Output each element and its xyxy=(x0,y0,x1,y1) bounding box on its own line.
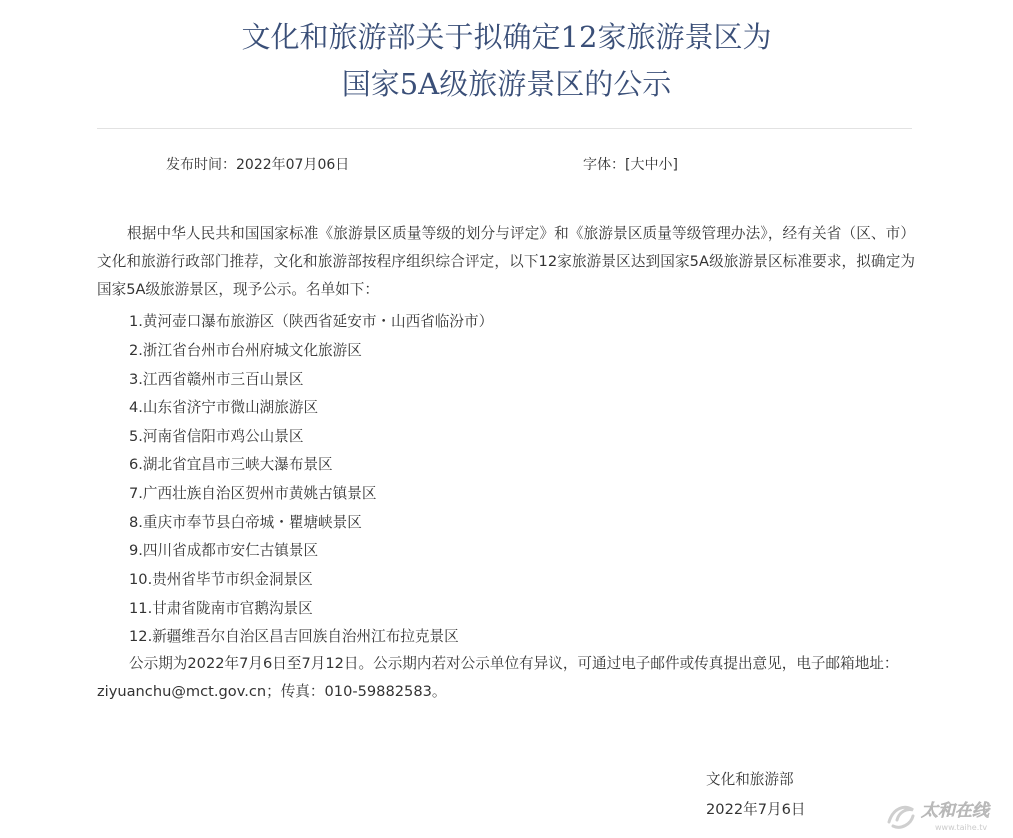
list-item: 10.贵州省毕节市织金洞景区 xyxy=(129,571,313,588)
list-item: 11.甘肃省陇南市官鹅沟景区 xyxy=(129,600,313,617)
font-small-link[interactable]: 小 xyxy=(658,157,673,173)
publish-date: 2022年07月06日 xyxy=(236,157,350,173)
intro-paragraph: 根据中华人民共和国国家标准《旅游景区质量等级的划分与评定》和《旅游景区质量等级管理办法》，经有关省（区、市）文化和旅游行政部门推荐，文化和旅游部按程序组织综合评定，以下12家旅游景区达到国家5A级旅游景区标准要求，拟确定为国家5A级旅游景区，现予公示。名单如下： xyxy=(97,225,915,298)
header-divider xyxy=(97,128,912,129)
signature-org: 文化和旅游部 xyxy=(706,771,794,788)
list-item: 1.黄河壶口瀑布旅游区（陕西省延安市・山西省临汾市） xyxy=(129,313,494,330)
signature-date: 2022年7月6日 xyxy=(706,801,806,818)
font-size-control xyxy=(583,156,678,174)
list-item: 4.山东省济宁市微山湖旅游区 xyxy=(129,399,319,416)
list-item: 7.广西壮族自治区贺州市黄姚古镇景区 xyxy=(129,485,377,502)
list-item: 2.浙江省台州市台州府城文化旅游区 xyxy=(129,342,362,359)
font-large-link[interactable]: 大 xyxy=(630,157,645,173)
watermark-swirl-icon xyxy=(889,807,913,827)
font-size-label: 字体： xyxy=(583,157,625,173)
svg-text:太和在线: 太和在线 xyxy=(921,801,989,821)
list-item: 5.河南省信阳市鸡公山景区 xyxy=(129,428,304,445)
font-bracket-close: ] xyxy=(672,157,678,173)
publish-label: 发布时间： xyxy=(166,157,236,173)
font-bracket-open: [ xyxy=(625,157,631,173)
publish-info xyxy=(166,156,349,174)
list-item: 3.江西省赣州市三百山景区 xyxy=(129,371,304,388)
page-title-line-1: 文化和旅游部关于拟确定12家旅游景区为 xyxy=(241,20,772,54)
font-medium-link[interactable]: 中 xyxy=(644,157,659,173)
site-watermark-logo xyxy=(883,794,1008,834)
svg-text:www.taihe.tv: www.taihe.tv xyxy=(935,823,988,832)
page-title-line-2: 国家5A级旅游景区的公示 xyxy=(341,67,672,101)
list-item: 6.湖北省宜昌市三峡大瀑布景区 xyxy=(129,456,333,473)
notice-paragraph: 公示期为2022年7月6日至7月12日。公示期内若对公示单位有异议，可通过电子邮件或传真提出意见，电子邮箱地址：ziyuanchu@mct.gov.cn；传真：010-59882583。 xyxy=(97,655,899,700)
list-item: 9.四川省成都市安仁古镇景区 xyxy=(129,542,319,559)
list-item: 12.新疆维吾尔自治区昌吉回族自治州江布拉克景区 xyxy=(129,628,459,645)
list-item: 8.重庆市奉节县白帝城・瞿塘峡景区 xyxy=(129,514,362,531)
